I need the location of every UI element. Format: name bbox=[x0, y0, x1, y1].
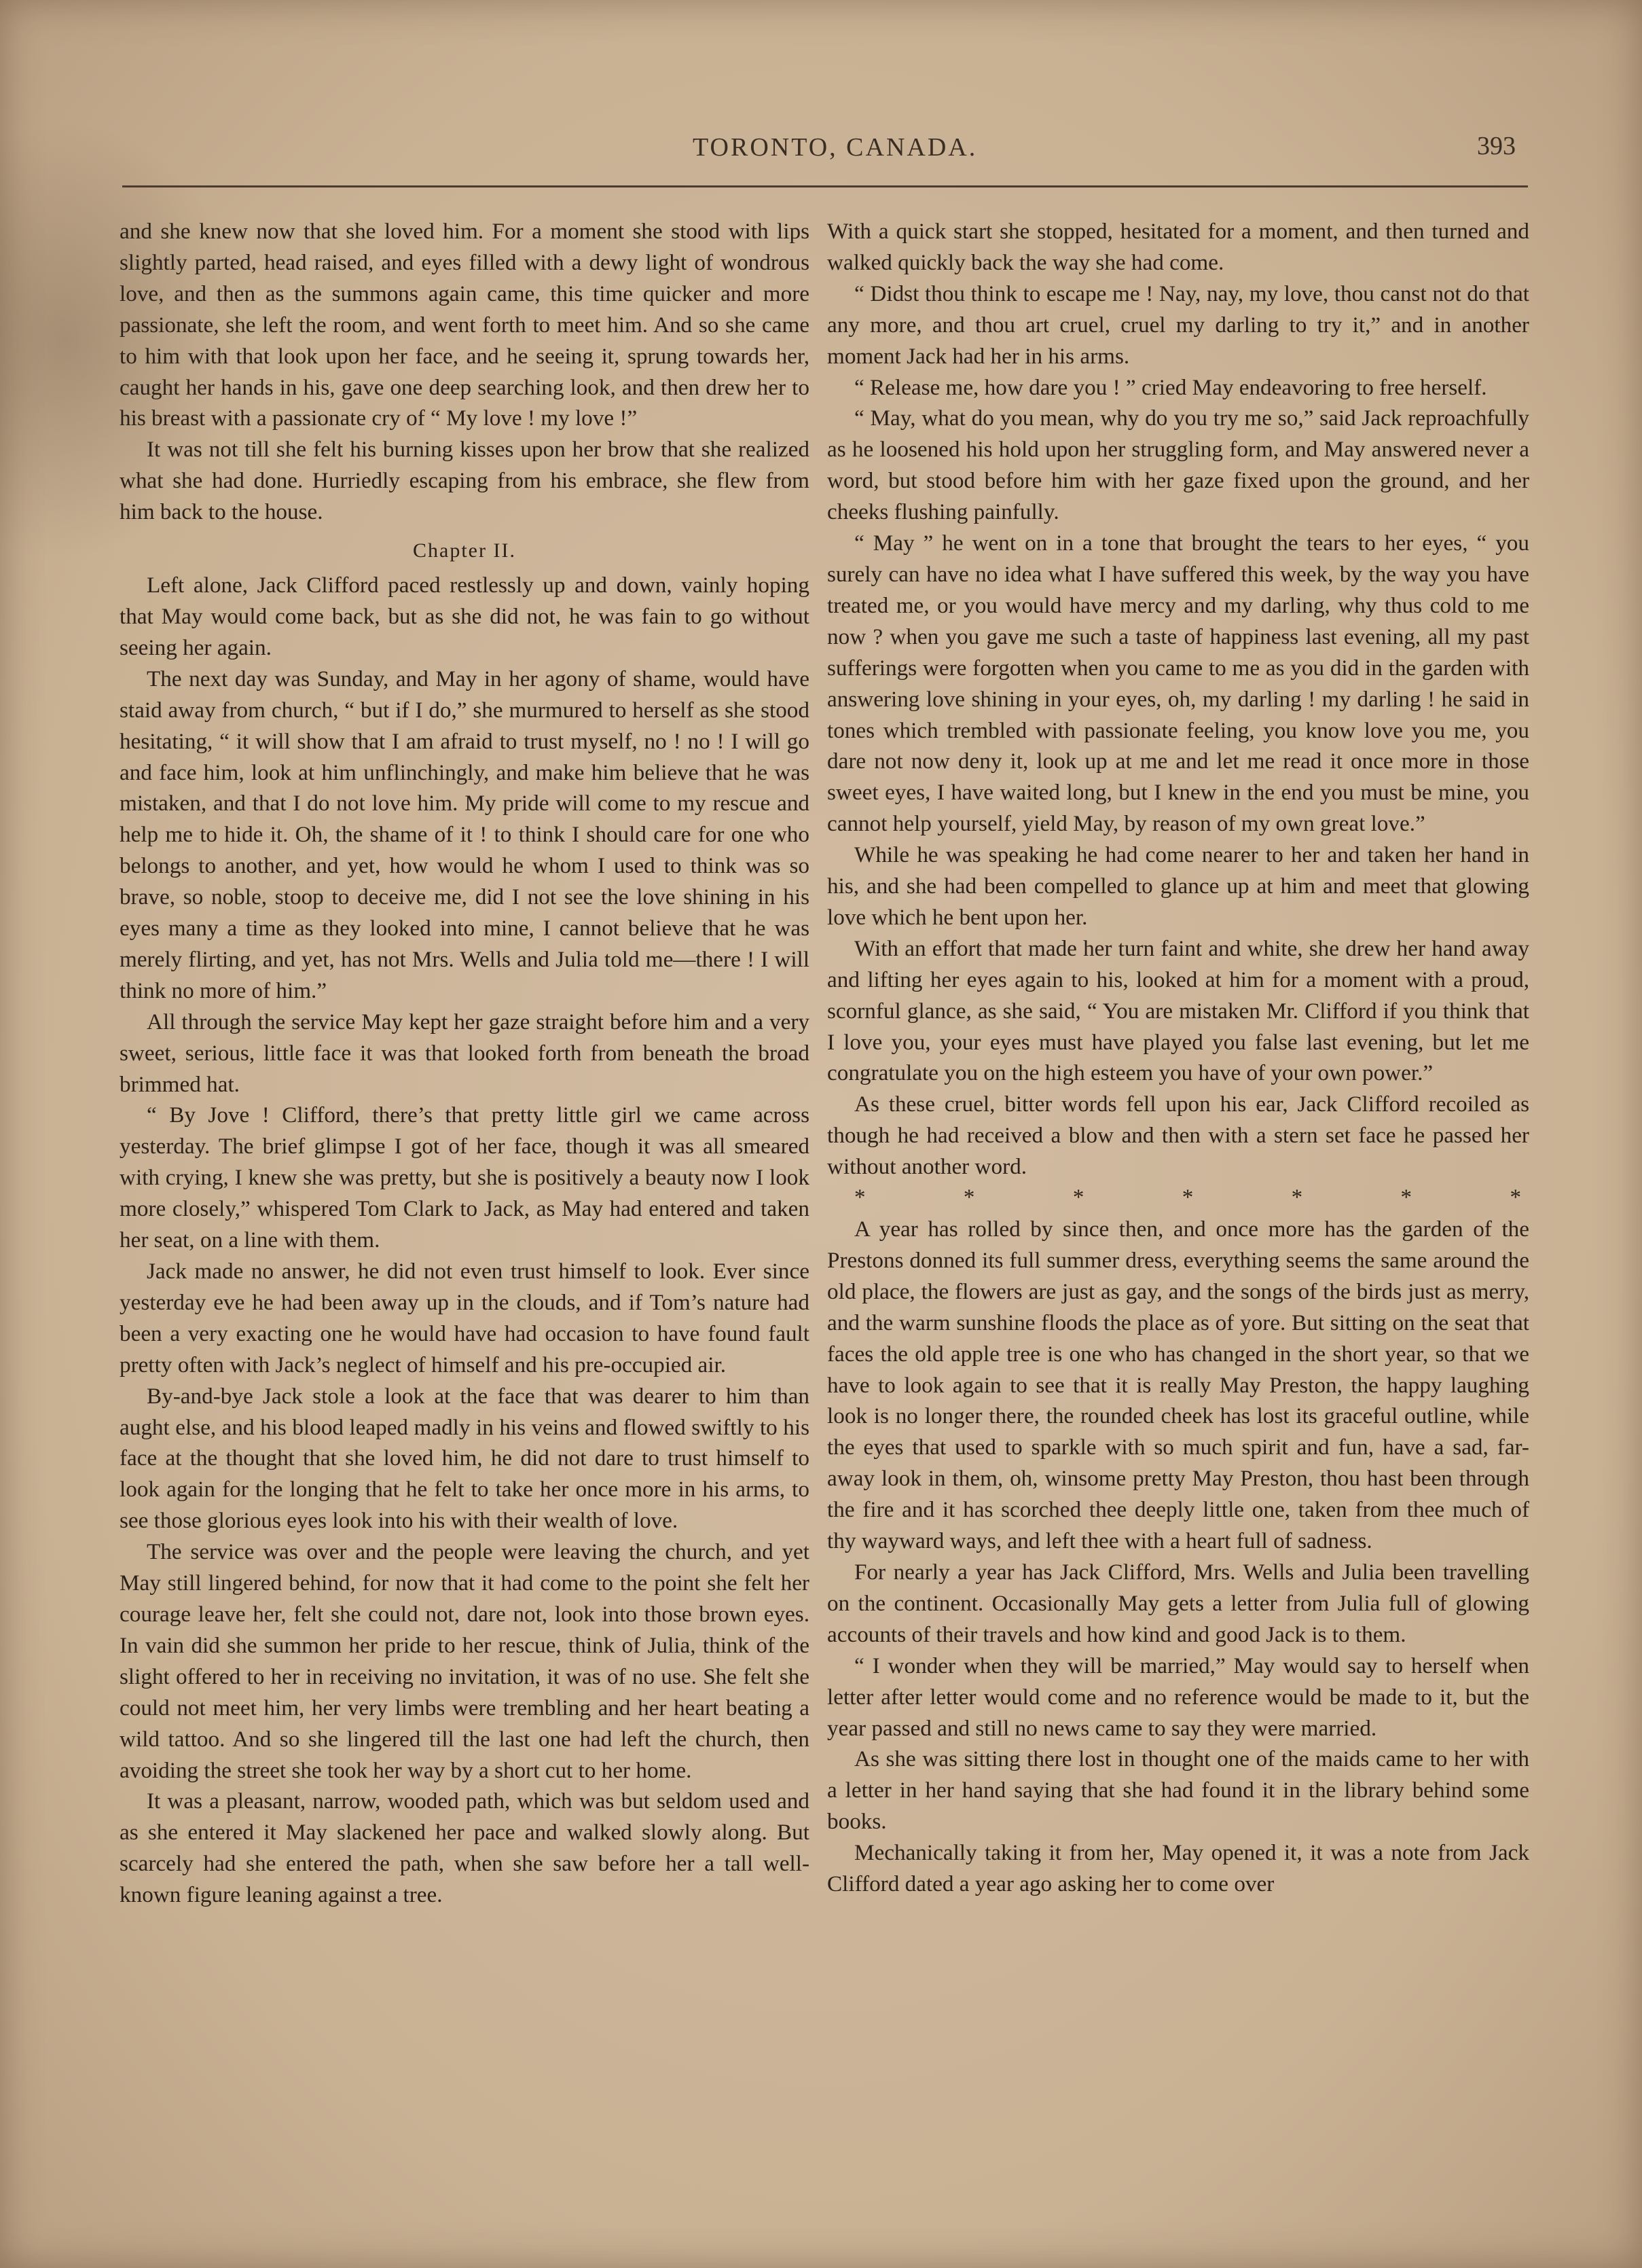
asterisk: * bbox=[1072, 1185, 1084, 1210]
asterisk: * bbox=[1291, 1185, 1303, 1210]
paragraph: As these cruel, bitter words fell upon his ear, Jack Clifford recoiled as though he had received a blow and then with a stern set face he passed her without another word. bbox=[827, 1092, 1529, 1180]
asterisk: * bbox=[854, 1185, 866, 1210]
paragraph: Jack made no answer, he did not even trust himself to look. Ever since yesterday eve he had been away up in the clouds, and if Tom’s nature had been a very exacting one he would have had occasion to have found fault pretty often with Jack’s neglect of himself and his pre-occupied air. bbox=[120, 1259, 809, 1378]
paragraph: As she was sitting there lost in thought one of the maids came to her with a letter in her hand saying that she had found it in the library behind some books. bbox=[827, 1746, 1529, 1835]
paragraph: “ Didst thou think to escape me ! Nay, nay, my love, thou canst not do that any more, and thou art cruel, cruel my darling to try it,” and in another moment Jack had her in his arms. bbox=[827, 281, 1529, 369]
paragraph: A year has rolled by since then, and once more has the garden of the Prestons donned its full summer dress, everything seems the same around the old place, the flowers are just as gay, and the songs of the birds just as merry, and the warm sunshine floods the place as of yore. But sitting on the seat that faces the old apple tree is one who has changed in the short year, so that we have to look again to see that it is really May Preston, the happy laughing look is no longer there, the rounded cheek has lost its graceful outline, while the eyes that used to sparkle with so much spirit and fun, have a sad, far-away look in them, oh, winsome pretty May Preston, thou hast been through the fire and it has scorched thee deeply little one, taken from thee much of thy wayward ways, and left thee with a heart full of sadness. bbox=[827, 1217, 1529, 1554]
section-break bbox=[854, 1183, 1521, 1214]
right-column bbox=[827, 216, 1529, 1900]
paragraph: “ By Jove ! Clifford, there’s that pretty little girl we came across yesterday. The brief glimpse I got of her face, though it was all smeared with crying, I knew she was pretty, but she is positively a beauty now I look more closely,” whispered Tom Clark to Jack, as May had entered and taken her seat, on a line with them. bbox=[120, 1102, 809, 1253]
asterisk: * bbox=[963, 1185, 975, 1210]
paragraph: It was not till she felt his burning kisses upon her brow that she realized what she had done. Hurriedly escaping from his embrace, she flew from him back to the house. bbox=[120, 437, 809, 525]
paragraph: For nearly a year has Jack Clifford, Mrs. Wells and Julia been travelling on the continent. Occasionally May gets a letter from Julia full of glowing accounts of their travels and how kind and good Jack is to them. bbox=[827, 1559, 1529, 1647]
paragraph: All through the service May kept her gaze straight before him and a very sweet, serious, little face it was that looked forth from beneath the broad brimmed hat. bbox=[120, 1009, 809, 1097]
paragraph: “ Release me, how dare you ! ” cried May endeavoring to free herself. bbox=[854, 374, 1487, 400]
page-number: 393 bbox=[1477, 132, 1516, 160]
left-column bbox=[120, 216, 809, 1911]
running-head: TORONTO, CANADA. bbox=[693, 133, 978, 162]
paragraph: It was a pleasant, narrow, wooded path, which was but seldom used and as she entered it May slackened her pace and walked slowly along. But scarcely had she entered the path, when she saw before her a tall well-known figure leaning against a tree. bbox=[120, 1788, 809, 1908]
paragraph: With an effort that made her turn faint and white, she drew her hand away and lifting her eyes again to his, looked at him for a moment with a proud, scornful glance, as she said, “ You are mistaken Mr. Clifford if you think that I love you, your eyes must have played you false last evening, but let me congratulate you on the high esteem you have of your own power.” bbox=[827, 935, 1529, 1086]
asterisk: * bbox=[1182, 1185, 1194, 1210]
paragraph: and she knew now that she loved him. For a moment she stood with lips slightly parted, head raised, and eyes filled with a dewy light of wondrous love, and then as the summons again came, this time quicker and more passionate, she left the room, and went forth to meet him. And so she came to him with that look upon her face, and he seeing it, sprung towards her, caught her hands in his, gave one deep searching look, and then drew her to his breast with a passionate cry of “ My love ! my love !” bbox=[120, 219, 809, 431]
paragraph: “ May, what do you mean, why do you try me so,” said Jack reproachfully as he loosened his hold upon her struggling form, and May answered never a word, but stood before him with her gaze fixed upon the ground, and her cheeks flushing painfully. bbox=[827, 406, 1529, 525]
paragraph: “ May ” he went on in a tone that brought the tears to her eyes, “ you surely can have no idea what I have suffered this week, by the way you have treated me, or you would have mercy and my darling, why thus cold to me now ? when you gave me such a taste of happiness last evening, all my past sufferings were forgotten when you came to me as you did in the garden with answering love shining in your eyes, oh, my darling ! my darling ! he said in tones which trembled with passionate feeling, you know love you me, you dare not now deny it, look up at me and let me read it once more in those sweet eyes, I have waited long, but I knew in the end you must be mine, you cannot help yourself, yield May, by reason of my own great love.” bbox=[827, 530, 1529, 837]
paragraph: The next day was Sunday, and May in her agony of shame, would have staid away from church, “ but if I do,” she murmured to herself as she stood hesitating, “ it will show that I am afraid to trust myself, no ! no ! I will go and face him, look at him unflinchingly, and make him believe that he was mistaken, and that I do not love him. My pride will come to my rescue and help me to hide it. Oh, the shame of it ! to think I should care for one who belongs to another, and yet, how would he whom I used to think was so brave, so noble, stoop to deceive me, did I not see the love shining in his eyes many a time as they looked into mine, I cannot believe that he was merely flirting, and yet, has not Mrs. Wells and Julia told me—there ! I will think no more of him.” bbox=[120, 666, 809, 1003]
asterisk: * bbox=[1400, 1185, 1412, 1210]
paragraph: Mechanically taking it from her, May opened it, it was a note from Jack Clifford dated a year ago asking her to come over bbox=[827, 1840, 1529, 1897]
chapter-heading: Chapter II. bbox=[413, 539, 516, 562]
paragraph: Left alone, Jack Clifford paced restlessly up and down, vainly hoping that May would come back, but as she did not, he was fain to go without seeing her again. bbox=[120, 573, 809, 660]
paragraph: By-and-bye Jack stole a look at the face that was dearer to him than aught else, and his blood leaped madly in his veins and flowed swiftly to his face at the thought that she loved him, he did not dare to trust himself to look again for the longing that he felt to take her once more in his arms, to see those glorious eyes look into his with their wealth of love. bbox=[120, 1383, 809, 1534]
paragraph: The service was over and the people were leaving the church, and yet May still lingered behind, for now that it had come to the point she felt her courage leave her, felt she could not, dare not, look into those brown eyes. In vain did she summon her pride to her rescue, think of Julia, think of the slight offered to her in receiving no invitation, it was of no use. She felt she could not meet him, her very limbs were trembling and her heart beating a wild tattoo. And so she lingered till the last one had left the church, then avoiding the street she took her way by a short cut to her home. bbox=[120, 1539, 809, 1783]
paragraph: While he was speaking he had come nearer to her and taken her hand in his, and she had been compelled to glance up at him and meet that glowing love which he bent upon her. bbox=[827, 842, 1529, 930]
asterisk: * bbox=[1510, 1185, 1521, 1210]
header-rule bbox=[122, 185, 1528, 187]
paragraph: With a quick start she stopped, hesitated for a moment, and then turned and walked quickly back the way she had come. bbox=[827, 219, 1529, 275]
paragraph: “ I wonder when they will be married,” May would say to herself when letter after letter would come and no reference would be made to it, but the year passed and still no news came to say they were married. bbox=[827, 1653, 1529, 1741]
